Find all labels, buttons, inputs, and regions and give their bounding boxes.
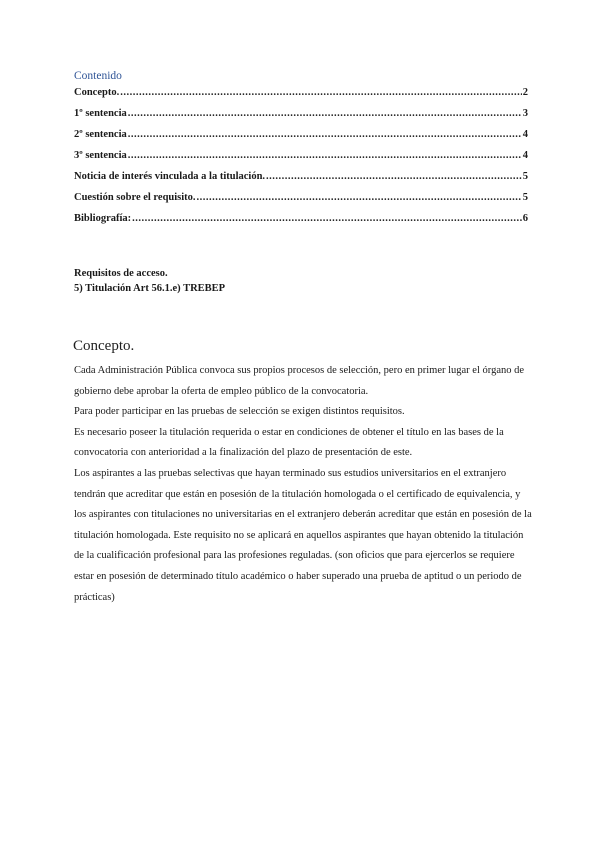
toc-entry[interactable]	[74, 86, 528, 107]
section-body	[74, 361, 534, 608]
toc-entry-page: 4	[522, 150, 528, 161]
body-paragraph: Es necesario poseer la titulación requerida o estar en condiciones de obtener el título en las bases de la convocatoria con anterioridad a la finalización del plazo de presentación de este.	[74, 426, 504, 459]
toc-leader	[197, 191, 522, 205]
toc-entry-page: 2	[522, 87, 528, 98]
toc-leader	[132, 212, 522, 226]
toc-leader	[128, 149, 522, 163]
requirements-block	[74, 266, 225, 296]
body-paragraph: Los aspirantes a las pruebas selectivas que hayan terminado sus estudios universitarios en el extranjero tendrán que acreditar que están en posesión de la titulación homologada o el certificado de equivalencia, y los aspirantes con titulaciones no universitarias en el extranjero deberán acreditar que están en posesión de la titulación homologada. Este requisito no se aplicará en aquellos aspirantes que hayan obtenido la titulación de la cualificación profesional para las profesiones reguladas. (son oficios que para ejercerlos se requiere estar en posesión de determinado título académico o haber superado una prueba de aptitud o un periodo de prácticas)	[74, 467, 532, 603]
toc-entry-title: Concepto.	[74, 87, 120, 98]
toc-leader	[120, 86, 522, 100]
body-paragraph: Para poder participar en las pruebas de selección se exigen distintos requisitos.	[74, 406, 405, 418]
toc-entry-title: Noticia de interés vinculada a la titulación.	[74, 171, 266, 182]
toc-entry-page: 5	[522, 171, 528, 182]
toc-leader	[266, 170, 522, 184]
toc-entry[interactable]	[74, 191, 528, 212]
toc-entry[interactable]	[74, 170, 528, 191]
toc-heading: Contenido	[74, 70, 122, 82]
toc-entry[interactable]	[74, 212, 528, 233]
requirements-item: 5) Titulación Art 56.1.e) TREBEP	[74, 283, 226, 294]
toc-leader	[128, 128, 522, 142]
toc-entry-page: 4	[522, 129, 528, 140]
toc-leader	[128, 107, 522, 121]
toc-entry[interactable]	[74, 107, 528, 128]
toc-entry-page: 6	[522, 213, 528, 224]
section-title: Concepto.	[73, 338, 135, 354]
toc-entry-page: 3	[522, 108, 528, 119]
toc-entry[interactable]	[74, 149, 528, 170]
toc-entry-title: 3º sentencia	[74, 150, 127, 161]
toc-entry-title: Bibliografía:	[74, 213, 132, 224]
toc-entry-title: Cuestión sobre el requisito.	[74, 192, 196, 203]
toc-entry[interactable]	[74, 128, 528, 149]
body-paragraph: Cada Administración Pública convoca sus propios procesos de selección, pero en primer lugar el órgano de gobierno debe aprobar la oferta de empleo público de la convocatoria.	[74, 365, 525, 397]
requirements-heading: Requisitos de acceso.	[74, 268, 168, 279]
table-of-contents	[74, 86, 528, 233]
toc-entry-page: 5	[522, 192, 528, 203]
toc-entry-title: 1º sentencia	[74, 108, 127, 119]
toc-entry-title: 2º sentencia	[74, 129, 127, 140]
